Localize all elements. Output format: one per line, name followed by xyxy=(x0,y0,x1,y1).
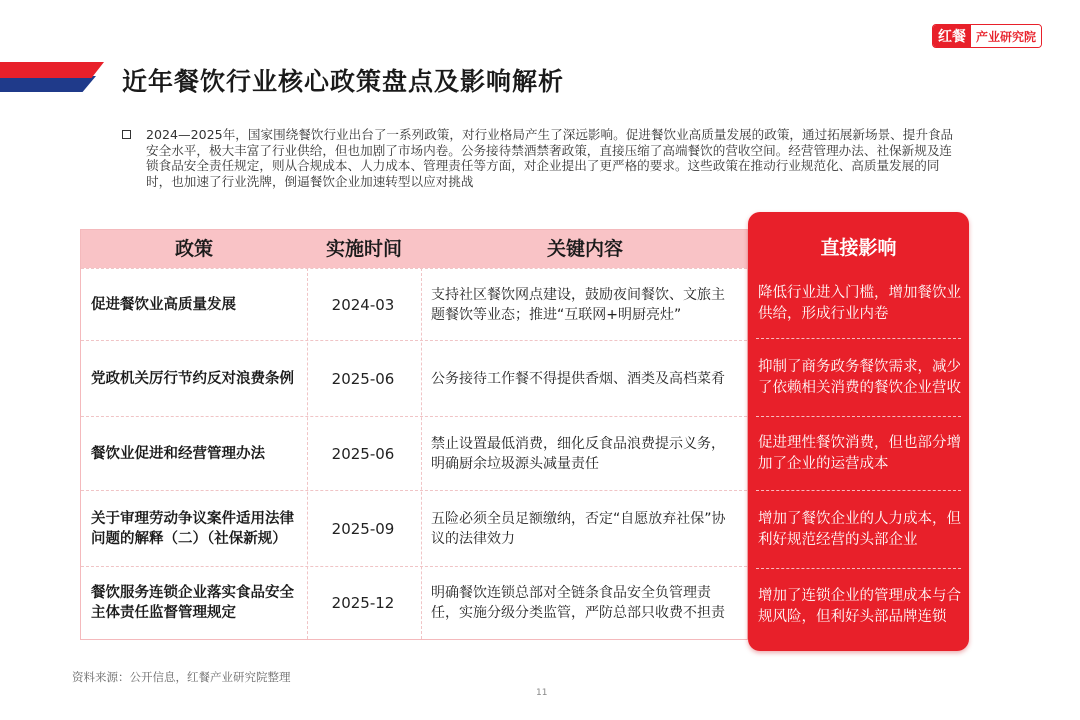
square-bullet-icon xyxy=(122,130,131,139)
table-row xyxy=(81,268,747,340)
impact-item: 促进理性餐饮消费，但也部分增加了企业的运营成本 xyxy=(758,435,961,472)
header-stripe xyxy=(0,62,104,92)
table-row xyxy=(81,566,747,639)
row-content: 支持社区餐饮网点建设，鼓励夜间餐饮、文旅主题餐饮等业态；推进“互联网+明厨亮灶” xyxy=(431,286,725,323)
header-policy: 政策 xyxy=(174,238,213,260)
row-date: 2025-06 xyxy=(331,444,395,463)
row-date: 2025-06 xyxy=(331,369,395,388)
row-policy: 关于审理劳动争议案件适用法律问题的解释（二）（社保新规） xyxy=(91,510,294,547)
row-content: 明确餐饮连锁总部对全链条食品安全负管理责任，实施分级分类监管，严防总部只收费不担责 xyxy=(431,585,725,621)
row-date: 2025-12 xyxy=(331,594,395,612)
policy-table xyxy=(80,229,748,640)
table-header xyxy=(81,230,747,268)
row-policy: 促进餐饮业高质量发展 xyxy=(91,296,236,313)
brand-logo xyxy=(932,24,1042,48)
impact-item: 增加了连锁企业的管理成本与合规风险，但利好头部品牌连锁 xyxy=(758,588,961,625)
header-date: 实施时间 xyxy=(325,238,402,260)
intro-block xyxy=(124,127,964,189)
impact-item: 降低行业进入门槛，增加餐饮业供给，形成行业内卷 xyxy=(758,285,961,322)
row-content: 五险必须全员足额缴纳，否定“自愿放弃社保”协议的法律效力 xyxy=(431,510,726,547)
header-content: 关键内容 xyxy=(546,238,623,260)
page-number: 11 xyxy=(536,688,548,698)
impact-divider xyxy=(756,338,961,339)
header-impact: 直接影响 xyxy=(820,237,897,259)
table-row xyxy=(81,490,747,566)
row-content: 禁止设置最低消费，细化反食品浪费提示义务，明确厨余垃圾源头减量责任 xyxy=(431,435,725,472)
impact-divider xyxy=(756,490,961,491)
impact-divider xyxy=(756,568,961,569)
impact-item: 抑制了商务政务餐饮需求，减少了依赖相关消费的餐饮企业营收 xyxy=(758,359,961,396)
impact-divider xyxy=(756,416,961,417)
intro-text: 2024—2025年，国家围绕餐饮行业出台了一系列政策，对行业格局产生了深远影响。促进餐饮业高质量发展的政策，通过拓展新场景、提升食品安全水平，极大丰富了行业供给，但也加剧了市场内卷。公务接待禁酒禁奢政策，直接压缩了高端餐饮的营收空间。经营管理办法、社保新规及连锁食品安全责任规定，则从合规成本、人力成本、管理责任等方面，对企业提出了更严格的要求。这些政策在推动行业规范化、高质量发展的同时，也加速了行业洗牌，倒逼餐饮企业加速转型以应对挑战 xyxy=(146,127,954,189)
row-policy: 餐饮业促进和经营管理办法 xyxy=(91,445,265,462)
row-policy: 餐饮服务连锁企业落实食品安全主体责任监督管理规定 xyxy=(91,585,294,621)
row-content: 公务接待工作餐不得提供香烟、酒类及高档菜肴 xyxy=(431,370,725,387)
stripe-blue xyxy=(0,76,96,92)
logo-brand: 红餐 xyxy=(933,25,971,47)
page-title: 近年餐饮行业核心政策盘点及影响解析 xyxy=(122,67,565,96)
row-policy: 党政机关厉行节约反对浪费条例 xyxy=(91,370,294,387)
row-date: 2025-09 xyxy=(331,519,395,538)
table-row xyxy=(81,340,747,416)
logo-sub: 产业研究院 xyxy=(971,25,1041,47)
table-row xyxy=(81,416,747,490)
source-note: 资料来源：公开信息，红餐产业研究院整理 xyxy=(72,670,291,684)
stripe-red xyxy=(0,62,104,78)
impact-item: 增加了餐饮企业的人力成本，但利好规范经营的头部企业 xyxy=(758,511,961,548)
row-date: 2024-03 xyxy=(331,295,395,314)
impact-panel xyxy=(748,212,969,651)
